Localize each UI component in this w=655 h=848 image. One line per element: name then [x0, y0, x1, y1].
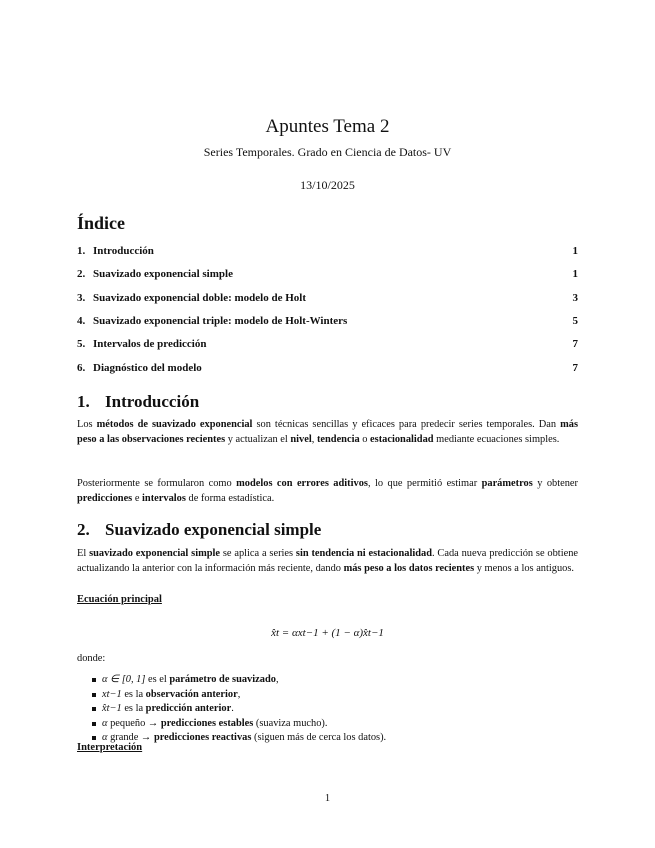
- paragraph: El suavizado exponencial simple se aplica a series sin tendencia ni estacionalidad. Cada nueva predicción se obtiene actualizando la anterior con la información más reciente, dando más peso a los datos recientes y menos a los antiguos.: [77, 548, 578, 574]
- toc-item-number: 2.: [77, 268, 86, 280]
- index-heading: Índice: [77, 213, 126, 233]
- toc-item-label: Suavizado exponencial simple: [93, 268, 233, 280]
- section-heading-suavizado-simple: [77, 520, 321, 540]
- toc-item[interactable]: [77, 268, 578, 284]
- toc-item-page: 1: [572, 245, 578, 257]
- list-item: α pequeño → predicciones estables (suaviza mucho).: [92, 717, 386, 732]
- toc-item-label: Diagnóstico del modelo: [93, 362, 202, 374]
- toc-item-label: Introducción: [93, 245, 154, 257]
- bullet-square-icon: [92, 707, 96, 711]
- section-title: Suavizado exponencial simple: [105, 520, 322, 539]
- list-item: α grande → predicciones reactivas (siguen más de cerca los datos).: [92, 731, 386, 746]
- toc-item-label: Intervalos de predicción: [93, 338, 207, 350]
- paragraph: Los métodos de suavizado exponencial son técnicas sencillas y eficaces para predecir series temporales. Dan más peso a las observaciones recientes y actualizan el nivel, tendencia o estacionalidad mediante ecuaciones simples.: [77, 419, 579, 445]
- subheading-ecuacion-principal: Ecuación principal: [77, 594, 162, 605]
- document-subtitle: Series Temporales. Grado en Ciencia de Datos- UV: [203, 145, 452, 159]
- page-number: 1: [324, 793, 331, 804]
- toc-item-page: 5: [572, 315, 578, 327]
- bullet-square-icon: [92, 736, 96, 740]
- toc-item-label: Suavizado exponencial doble: modelo de Holt: [93, 292, 306, 304]
- toc-item[interactable]: [77, 292, 578, 308]
- toc-item-number: 3.: [77, 292, 86, 304]
- main-equation: x̂t = αxt−1 + (1 − α)x̂t−1: [271, 627, 384, 639]
- toc-item-number: 6.: [77, 362, 86, 374]
- list-item: x̂t−1 es la predicción anterior.: [92, 702, 386, 717]
- toc-item-page: 3: [572, 292, 578, 304]
- bullet-square-icon: [92, 722, 96, 726]
- bullet-list: [92, 673, 386, 746]
- list-item: xt−1 es la observación anterior,: [92, 688, 386, 703]
- section-number: 1.: [77, 392, 90, 411]
- section-heading-introduccion: [77, 392, 199, 412]
- toc-item-label: Suavizado exponencial triple: modelo de Holt-Winters: [93, 315, 348, 327]
- section-number: 2.: [77, 520, 90, 539]
- toc-item[interactable]: [77, 315, 578, 331]
- paragraph: Posteriormente se formularon como modelos con errores aditivos, lo que permitió estimar parámetros y obtener predicciones e intervalos de forma estadística.: [77, 478, 578, 504]
- bullet-square-icon: [92, 678, 96, 682]
- list-item: α ∈ [0, 1] es el parámetro de suavizado,: [92, 673, 386, 688]
- toc-item-number: 5.: [77, 338, 86, 350]
- section-title: Introducción: [105, 392, 200, 411]
- subheading-interpretacion: Interpretación: [77, 742, 143, 753]
- toc-item-page: 7: [572, 362, 578, 374]
- document-title: Apuntes Tema 2: [265, 116, 390, 137]
- toc-item[interactable]: [77, 245, 578, 261]
- donde-label: donde:: [77, 653, 106, 664]
- toc-item-number: 4.: [77, 315, 86, 327]
- toc-item[interactable]: [77, 362, 578, 378]
- toc-item-page: 7: [572, 338, 578, 350]
- bullet-square-icon: [92, 693, 96, 697]
- toc-item[interactable]: [77, 338, 578, 354]
- toc-item-number: 1.: [77, 245, 86, 257]
- toc-item-page: 1: [572, 268, 578, 280]
- document-date: 13/10/2025: [300, 178, 355, 192]
